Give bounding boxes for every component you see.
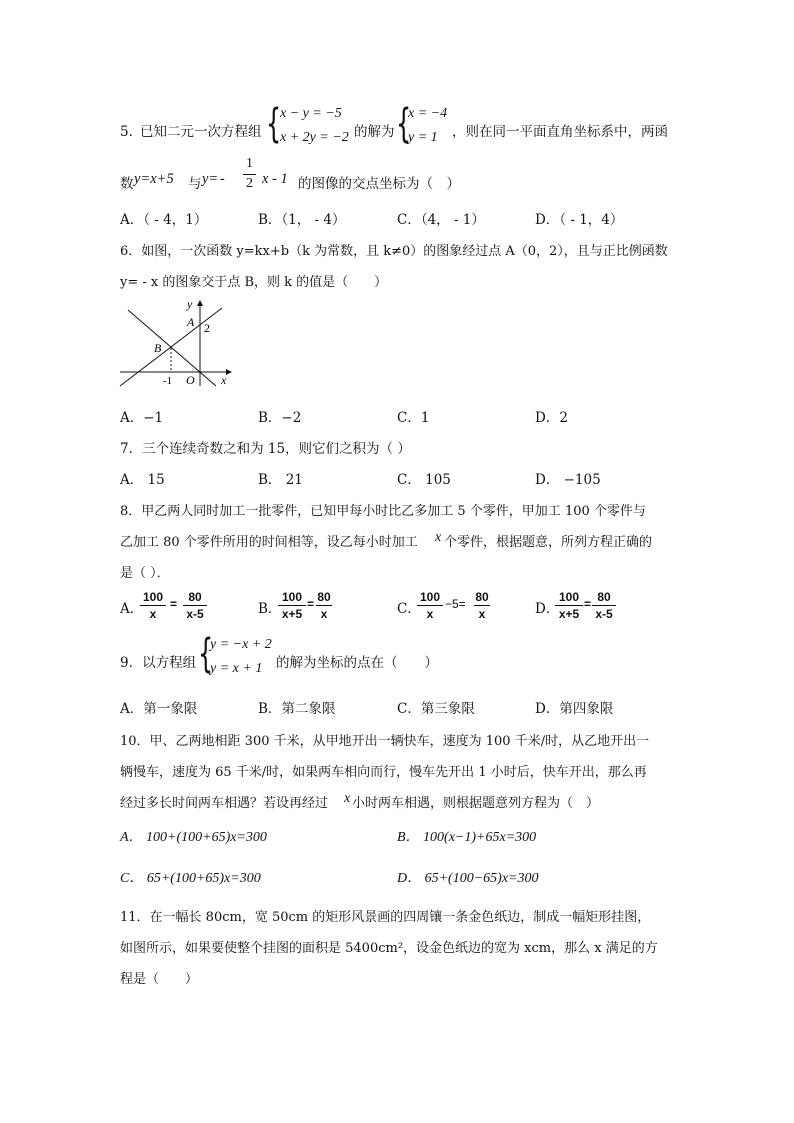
q6-option-a: A．−1 [120, 410, 164, 426]
label-A: A [187, 315, 195, 329]
q7-option-d: D． −105 [535, 472, 601, 488]
q5-sys2-eq2: y = 1 [408, 130, 438, 145]
q9-option-b: B．第二象限 [258, 701, 336, 717]
q8-option-c-op: −5= [445, 597, 466, 611]
q6-option-b: B．−2 [258, 410, 302, 426]
q8-option-c-label: C． [397, 601, 421, 617]
q5-fn2-lhs: y= [202, 171, 219, 187]
q8-line1: 8．甲乙两人同时加工一批零件，已知甲每小时比乙多加工 5 个零件，甲加工 100 个零件与 [120, 504, 646, 519]
q7-option-a: A． 15 [120, 472, 165, 488]
q9-post: 的解为坐标的点在（ ） [276, 655, 438, 671]
q6-graph-figure [118, 298, 234, 390]
q5-fn2-bar [243, 174, 256, 175]
q10-line3b: 小时两车相遇，则根据题意列方程为（ ） [352, 796, 600, 811]
q5-sys1-eq2: x + 2y = −2 [280, 130, 349, 145]
label-2: 2 [204, 321, 210, 335]
q10-line2: 辆慢车，速度为 65 千米/时，如果两车相向而行，慢车先开出 1 小时后，快车开出，那么再 [120, 765, 647, 780]
q10-option-d: D． 65+(100−65)x=300 [397, 871, 539, 886]
q8-line2b: 个零件，根据题意，所列方程正确的 [444, 535, 653, 550]
q8-line3: 是（ ）． [120, 566, 170, 581]
q11-line1: 11．在一幅长 80cm，宽 50cm 的矩形风景画的四周镶一条金色纸边，制成一幅矩形挂图， [120, 910, 651, 925]
q8-option-c-frac2: 80 x [475, 590, 489, 621]
q8-option-d-frac2: 80 x-5 [592, 590, 616, 621]
q11-line3: 程是（ ） [120, 972, 199, 987]
q8-option-d-frac1: 100 x+5 [555, 590, 583, 621]
q5-sys2-eq1: x = −4 [408, 106, 448, 121]
q8-line2-var: x [435, 530, 442, 545]
q9-sys-brace: { [198, 631, 214, 677]
q5-outro: ，则在同一平面直角坐标系中，两函 [452, 124, 668, 140]
q10-option-b: B． 100(x−1)+65x=300 [397, 830, 537, 845]
q8-option-a-op: = [170, 597, 178, 611]
label-x: x [221, 373, 227, 387]
q10-line3-var: x [344, 791, 351, 806]
q5-sys1-brace: { [266, 101, 282, 147]
q8-option-b-frac1: 100 x+5 [278, 590, 306, 621]
label-y: y [187, 298, 193, 311]
q9-pre: 9．以方程组 [120, 655, 197, 671]
q9-option-a: A．第一象限 [120, 701, 198, 717]
q11-line2: 如图所示，如果要使整个挂图的面积是 5400cm²，设金色纸边的宽为 xcm，那么 x 满足的方 [120, 941, 658, 956]
label-O: O [186, 373, 195, 387]
q5-fn2-num: 1 [246, 156, 253, 171]
q7-option-c: C． 105 [397, 472, 451, 488]
q8-option-a-frac2: 80 x-5 [183, 590, 207, 621]
q8-option-d-label: D． [535, 601, 560, 617]
q6-line2: y= - x 的图象交于点 B，则 k 的值是（ ） [120, 275, 388, 290]
q8-line2a: 乙加工 80 个零件所用的时间相等，设乙每小时加工 [120, 535, 418, 550]
q8-option-a-frac1: 100 x [140, 590, 166, 621]
q5-line2-b: 与 [188, 176, 202, 192]
y-axis-arrow [197, 300, 203, 306]
q5-mid: 的解为 [354, 124, 395, 140]
q10-line3a: 经过多长时间两车相遇？若设再经过 [120, 796, 329, 811]
q5-option-d: D．（ - 1，4） [535, 212, 624, 228]
q8-option-b-frac2: 80 x [317, 590, 331, 621]
q5-fn1: y=x+5 [134, 171, 174, 187]
q8-option-a-label: A． [120, 601, 144, 617]
q5-option-b: B．（1， - 4） [258, 212, 346, 228]
q5-option-a: A．（ - 4，1） [120, 212, 208, 228]
q5-sys2-brace: { [396, 101, 412, 147]
q10-option-a: A． 100+(100+65)x=300 [120, 830, 267, 845]
q5-sys1-eq1: x − y = −5 [280, 106, 342, 121]
q8-option-b-label: B． [258, 601, 282, 617]
q8-option-b-op: = [307, 597, 315, 611]
q6-line1: 6．如图，一次函数 y=kx+b（k 为常数，且 k≠0）的图象经过点 A（0，2），且与正比例函数 [120, 244, 668, 259]
q5-line2-a: 数 [120, 176, 134, 192]
label-neg1: -1 [163, 375, 173, 387]
q9-sys-eq1: y = −x + 2 [210, 637, 272, 652]
q5-line2-c: 的图像的交点坐标为（ ） [298, 176, 460, 192]
q6-option-d: D．2 [535, 410, 568, 426]
q8-option-d-op: = [584, 597, 592, 611]
q5-number: 5． [120, 124, 143, 140]
q8-option-c-frac1: 100 x [417, 590, 443, 621]
q9-option-d: D．第四象限 [535, 701, 614, 717]
q9-sys-eq2: y = x + 1 [210, 661, 263, 676]
q7-line1: 7．三个连续奇数之和为 15，则它们之积为（ ） [120, 441, 411, 457]
q5-fn2-minus: - [220, 171, 225, 187]
label-B: B [154, 341, 162, 355]
x-axis-arrow [226, 369, 232, 375]
q5-intro: 已知二元一次方程组 [140, 124, 262, 140]
q9-option-c: C．第三象限 [397, 701, 475, 717]
q5-option-c: C．（4， - 1） [397, 212, 485, 228]
q10-option-c: C． 65+(100+65)x=300 [120, 871, 261, 886]
q10-line1: 10．甲、乙两地相距 300 千米，从甲地开出一辆快车，速度为 100 千米/时，从乙地开出一 [120, 734, 650, 749]
q7-option-b: B． 21 [258, 472, 303, 488]
q5-fn2-rest: x - 1 [262, 171, 288, 187]
q5-fn2-den: 2 [246, 176, 253, 191]
q6-option-c: C．1 [397, 410, 430, 426]
